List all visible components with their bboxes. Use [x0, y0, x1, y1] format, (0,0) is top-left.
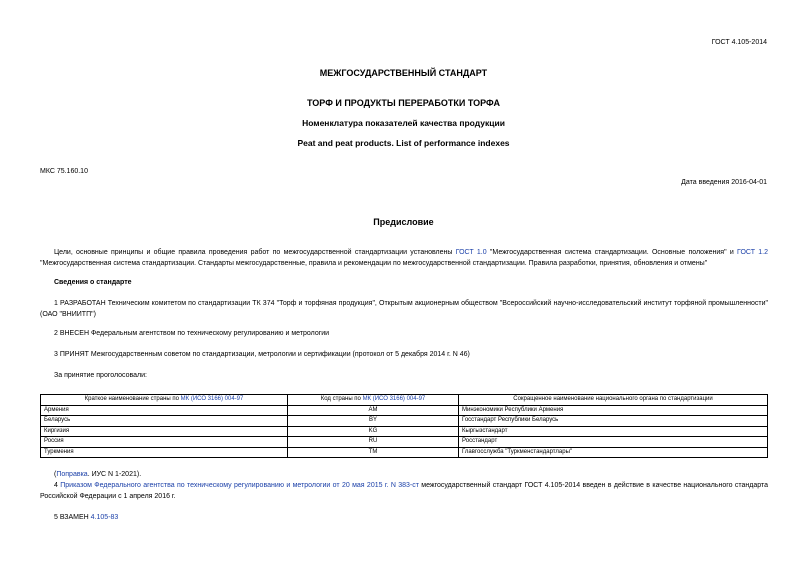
- national-body-cell: Минэкономики Республики Армения: [459, 405, 768, 416]
- table-row: [41, 405, 768, 416]
- mks-code: МКС 75.160.10: [40, 168, 88, 175]
- intro-text-1: Цели, основные принципы и общие правила проведения работ по межгосударственной стандартизации установлены: [54, 249, 456, 256]
- table-row: [41, 426, 768, 437]
- standard-subtitle-en: Peat and peat products. List of performance indexes: [297, 138, 510, 148]
- intro-text-2: "Межгосударственная система стандартизации. Основные положения" и: [486, 249, 738, 256]
- standard-type-heading: МЕЖГОСУДАРСТВЕННЫЙ СТАНДАРТ: [319, 68, 488, 78]
- item-adopted: 3 ПРИНЯТ Межгосударственным советом по стандартизации, метрологии и сертификации (протокол от 5 декабря 2014 г. N 46): [54, 351, 470, 358]
- table-row: [41, 437, 768, 448]
- standard-subtitle-ru: Номенклатура показателей качества продукции: [302, 118, 505, 128]
- country-name-cell: Армения: [41, 405, 288, 416]
- item-submitted: 2 ВНЕСЕН Федеральным агентством по техническому регулированию и метрологии: [54, 330, 330, 337]
- table-row: [41, 416, 768, 427]
- country-name-cell: Туркмения: [41, 447, 288, 458]
- mk-iso-link[interactable]: МК (ИСО 3166) 004-97: [362, 396, 426, 403]
- vote-label: За принятие проголосовали:: [54, 372, 147, 379]
- gost-4-105-83-link[interactable]: 4.105-83: [90, 514, 119, 521]
- amendment-link[interactable]: Поправка: [56, 471, 88, 478]
- country-code-cell: KG: [288, 426, 459, 437]
- amendment-open-paren: (: [54, 471, 57, 478]
- header-country-code: Код страны по МК (ИСО 3166) 004-97: [288, 395, 459, 406]
- foreword-intro-paragraph: [40, 248, 768, 269]
- country-code-cell: RU: [288, 437, 459, 448]
- standard-info-heading: Сведения о стандарте: [54, 279, 132, 286]
- country-code-cell: TM: [288, 447, 459, 458]
- amendment-close-paren: ).: [136, 471, 142, 478]
- national-body-cell: Кыргызстандарт: [459, 426, 768, 437]
- countries-table: [40, 394, 768, 458]
- national-body-cell: Росстандарт: [459, 437, 768, 448]
- item4-prefix: 4: [54, 482, 61, 489]
- standard-title: ТОРФ И ПРОДУКТЫ ПЕРЕРАБОТКИ ТОРФА: [307, 98, 500, 108]
- amendment-note: [54, 471, 141, 478]
- rosstandart-order-link[interactable]: Приказом Федерального агентства по техническому регулированию и метрологии от 20 мая 2015 г. N 383-ст: [60, 482, 419, 489]
- country-code-cell: AM: [288, 405, 459, 416]
- foreword-heading: Предисловие: [373, 217, 434, 227]
- item-enacted: [40, 481, 768, 502]
- table-row: [41, 447, 768, 458]
- header-national-body: Сокращенное наименование национального органа по стандартизации: [459, 395, 768, 406]
- gost-1-2-link[interactable]: ГОСТ 1.2: [737, 249, 768, 256]
- country-name-cell: Россия: [41, 437, 288, 448]
- item-replaces: [54, 514, 118, 521]
- mk-iso-link[interactable]: МК (ИСО 3166) 004-97: [180, 396, 244, 403]
- intro-text-3: "Межгосударственная система стандартизации. Стандарты межгосударственные, правила и рекомендации по межгосударственной стандартизации. Правила разработки, принятия, обновления и отмены": [40, 259, 708, 267]
- item5-prefix: 5 ВЗАМЕН: [54, 514, 91, 521]
- national-body-cell: Главгосслужба "Туркменстандартлары": [459, 447, 768, 458]
- country-name-cell: Беларусь: [41, 416, 288, 427]
- document-code: ГОСТ 4.105-2014: [711, 39, 767, 46]
- introduction-date: Дата введения 2016-04-01: [681, 179, 767, 186]
- header-country-name: Краткое наименование страны по МК (ИСО 3166) 004-97: [41, 395, 288, 406]
- country-name-cell: Киргизия: [41, 426, 288, 437]
- national-body-cell: Госстандарт Республики Беларусь: [459, 416, 768, 427]
- amendment-text: . ИУС N 1-2021: [87, 471, 137, 478]
- table-header-row: [41, 395, 768, 406]
- item4-text: межгосударственный стандарт ГОСТ 4.105-2014 введен в действие в качестве национального стандарта Российской Федерации с 1 апреля 2016 г.: [40, 482, 769, 500]
- country-code-cell: BY: [288, 416, 459, 427]
- item-developed: 1 РАЗРАБОТАН Техническим комитетом по стандартизации ТК 374 "Торф и торфяная продукция", Открытым акционерным обществом "Всероссийский научно-исследовательский институт торфяной промышленности" (ОАО "ВНИИТП"): [40, 300, 768, 318]
- gost-1-0-link[interactable]: ГОСТ 1.0: [455, 249, 487, 256]
